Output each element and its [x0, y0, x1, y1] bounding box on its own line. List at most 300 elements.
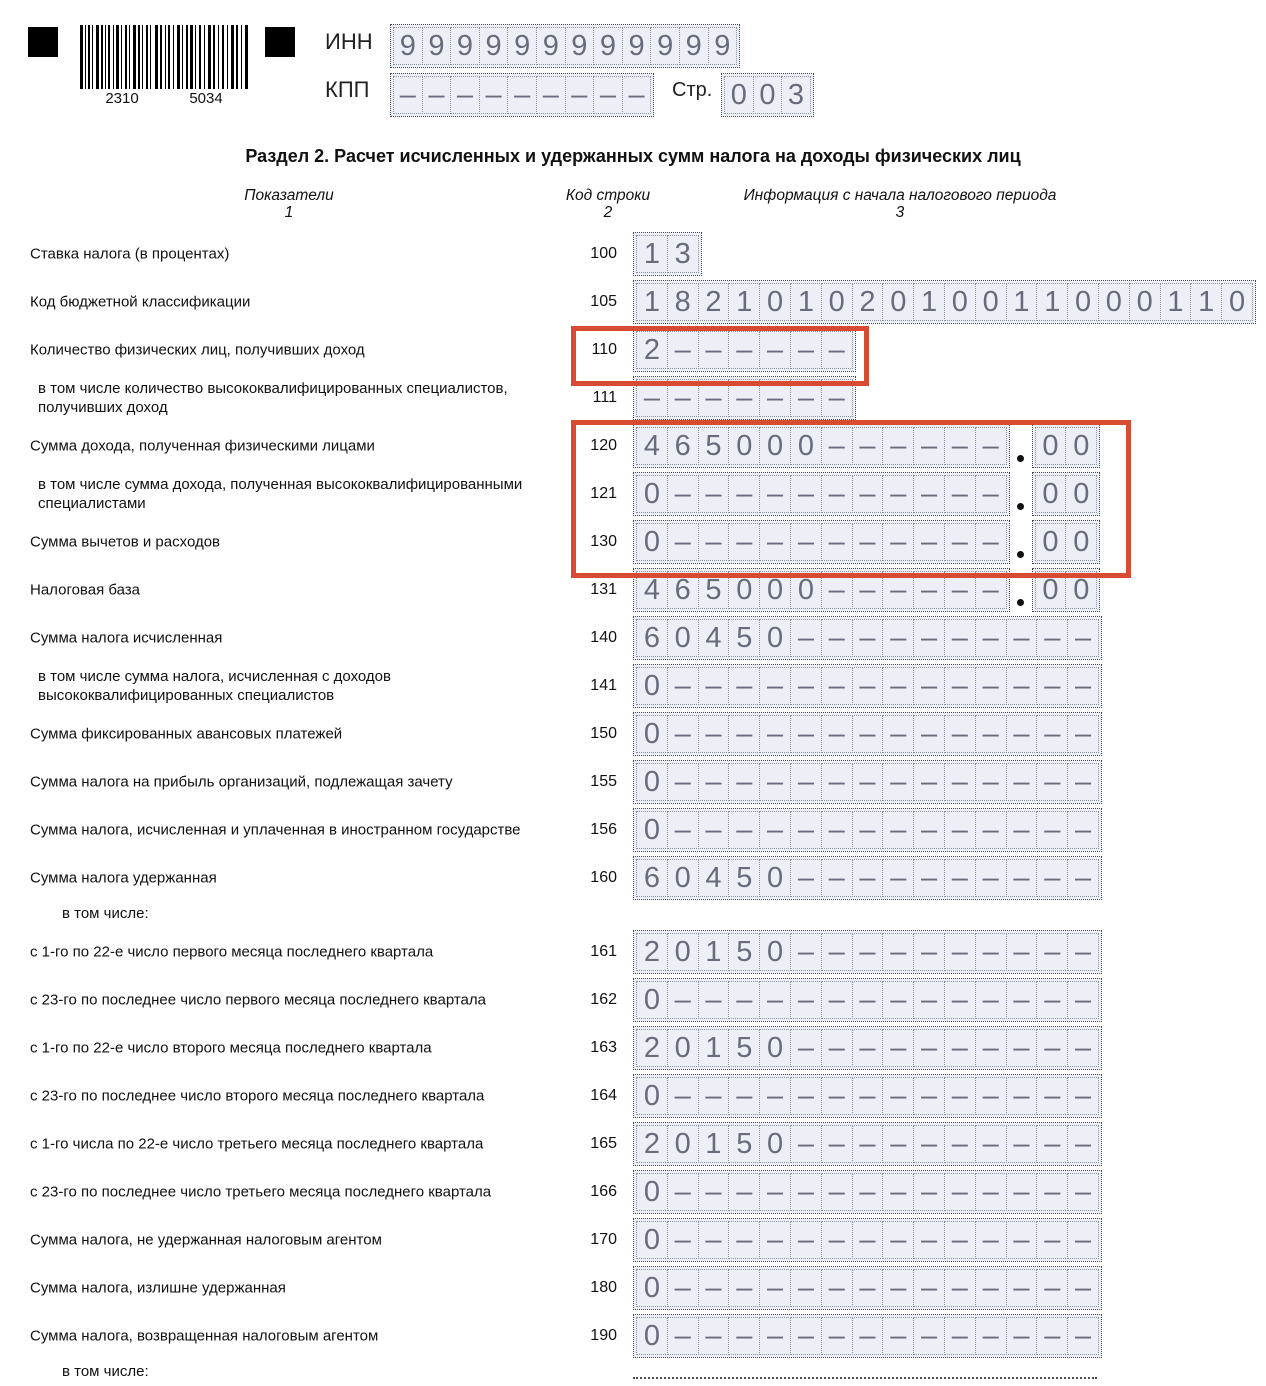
form-cell: –: [882, 1317, 914, 1355]
form-cell: –: [913, 859, 945, 897]
form-cell: 4: [698, 859, 730, 897]
row-code: 130: [590, 533, 617, 550]
form-row-130: [0, 518, 1266, 566]
row-code: 165: [590, 1135, 617, 1152]
form-cell: –: [1067, 859, 1099, 897]
row-label: Количество физических лиц, получивших доход: [30, 341, 365, 359]
rouble-cells: [633, 664, 1102, 708]
form-cell: 5: [728, 859, 760, 897]
form-row-150: [0, 710, 1266, 758]
form-cell: 0: [753, 76, 783, 114]
form-cell: –: [821, 933, 853, 971]
rouble-cells: [633, 1026, 1102, 1070]
form-cell: –: [667, 1173, 699, 1211]
row-label: с 23-го по последнее число третьего месяца последнего квартала: [30, 1183, 492, 1201]
form-cell: 0: [759, 859, 791, 897]
page-number-field: [721, 73, 814, 117]
form-cell: –: [852, 763, 884, 801]
form-cell: 4: [698, 619, 730, 657]
form-cell: –: [913, 667, 945, 705]
form-cell: –: [698, 667, 730, 705]
row-label: Сумма налога на прибыль организаций, подлежащая зачету: [30, 773, 453, 791]
form-cell: –: [728, 475, 760, 513]
registration-mark-left: [28, 27, 58, 57]
form-cell: –: [450, 76, 480, 114]
form-row-111: [0, 374, 1266, 422]
form-cell: –: [1006, 1317, 1038, 1355]
row-code: 140: [590, 629, 617, 646]
row-label: Сумма налога исчисленная: [30, 629, 223, 647]
form-cell: 0: [759, 619, 791, 657]
form-cell: –: [728, 667, 760, 705]
form-cell: –: [913, 1317, 945, 1355]
form-cell: –: [728, 331, 760, 369]
form-cell: 0: [667, 933, 699, 971]
barcode-number-right: 5034: [189, 90, 223, 107]
row-code: 100: [590, 245, 617, 262]
form-cell: –: [821, 1269, 853, 1307]
form-cell: –: [852, 933, 884, 971]
form-cell: –: [913, 571, 945, 609]
row-field: [633, 664, 1102, 708]
form-cell: –: [821, 523, 853, 561]
column-header-period-info-label: Информация с начала налогового периода: [743, 187, 1057, 204]
row-code: 155: [590, 773, 617, 790]
form-cell: –: [852, 619, 884, 657]
form-cell: –: [975, 619, 1007, 657]
column-header-indicators: [244, 187, 333, 221]
form-cell: –: [882, 619, 914, 657]
row-label: Сумма налога, возвращенная налоговым агентом: [30, 1327, 379, 1345]
kpp-label: КПП: [325, 77, 370, 102]
form-cell: –: [852, 427, 884, 465]
form-cell: –: [975, 667, 1007, 705]
form-cell: –: [790, 981, 822, 1019]
form-cell: –: [944, 475, 976, 513]
form-cell: –: [882, 1221, 914, 1259]
form-cell: –: [882, 811, 914, 849]
form-cell: 0: [636, 667, 668, 705]
form-cell: –: [1036, 859, 1068, 897]
row-field: [633, 1026, 1102, 1070]
form-cell: –: [944, 763, 976, 801]
form-cell: –: [821, 1029, 853, 1067]
form-cell: 9: [679, 27, 709, 65]
form-cell: –: [728, 1173, 760, 1211]
form-cell: –: [821, 1173, 853, 1211]
form-cell: 0: [636, 1077, 668, 1115]
form-cell: –: [728, 1221, 760, 1259]
row-label: в том числе сумма дохода, полученная высококвалифицированными специалистами: [38, 476, 523, 512]
form-cell: –: [821, 981, 853, 1019]
row-label: Налоговая база: [30, 581, 140, 599]
form-cell: –: [728, 763, 760, 801]
rouble-cells: [633, 376, 856, 420]
form-cell: –: [882, 1077, 914, 1115]
row-field: [633, 280, 1256, 324]
rouble-cells: [633, 280, 1256, 324]
form-cell: –: [790, 811, 822, 849]
form-cell: –: [790, 1029, 822, 1067]
row-field: [633, 1218, 1102, 1262]
form-cell: 0: [636, 1173, 668, 1211]
form-cell: –: [882, 1029, 914, 1067]
next-field-partial-edge: [633, 1377, 1097, 1379]
form-cell: –: [852, 475, 884, 513]
form-cell: 0: [636, 763, 668, 801]
form-cell: 0: [636, 475, 668, 513]
form-cell: –: [821, 475, 853, 513]
form-row-120: [0, 422, 1266, 470]
form-cell: 0: [759, 571, 791, 609]
form-cell: –: [913, 1269, 945, 1307]
form-cell: –: [1036, 1221, 1068, 1259]
row-field: [633, 472, 1100, 516]
row-label: Сумма дохода, полученная физическими лицами: [30, 437, 375, 455]
form-cell: 0: [728, 571, 760, 609]
row-field: [633, 616, 1102, 660]
form-cell: –: [1006, 859, 1038, 897]
form-cell: –: [698, 379, 730, 417]
rouble-cells: [633, 1314, 1102, 1358]
form-cell: 1: [1036, 283, 1068, 321]
form-cell: 0: [636, 1269, 668, 1307]
form-cell: –: [913, 1221, 945, 1259]
form-cell: –: [1006, 1173, 1038, 1211]
form-row-156: [0, 806, 1266, 854]
form-cell: –: [852, 859, 884, 897]
rouble-cells: [633, 1218, 1102, 1262]
form-cell: –: [975, 1029, 1007, 1067]
form-cell: –: [790, 475, 822, 513]
form-cell: –: [913, 1173, 945, 1211]
form-cell: –: [882, 859, 914, 897]
form-cell: –: [393, 76, 423, 114]
form-cell: –: [759, 715, 791, 753]
form-cell: –: [667, 475, 699, 513]
form-cell: 0: [882, 283, 914, 321]
row-code: 180: [590, 1279, 617, 1296]
rouble-cells: [633, 1122, 1102, 1166]
form-cell: 1: [698, 1029, 730, 1067]
form-cell: –: [1006, 1221, 1038, 1259]
form-row-170: [0, 1216, 1266, 1264]
form-cell: 0: [975, 283, 1007, 321]
form-cell: 0: [636, 811, 668, 849]
form-cell: –: [622, 76, 652, 114]
form-cell: 9: [593, 27, 623, 65]
form-cell: –: [728, 379, 760, 417]
form-cell: –: [944, 1173, 976, 1211]
barcode-numbers: [80, 90, 248, 107]
row-field: [633, 1266, 1102, 1310]
form-row-160: [0, 854, 1266, 902]
form-cell: 1: [1006, 283, 1038, 321]
column-header-line-code-label: Код строки: [565, 187, 651, 204]
rouble-cells: [633, 472, 1010, 516]
form-cell: 1: [728, 283, 760, 321]
form-cell: –: [759, 1317, 791, 1355]
form-cell: –: [728, 811, 760, 849]
form-cell: –: [759, 331, 791, 369]
row-label: с 23-го по последнее число первого месяца последнего квартала: [30, 991, 486, 1009]
form-cell: –: [944, 1077, 976, 1115]
form-cell: –: [790, 379, 822, 417]
form-cell: –: [913, 427, 945, 465]
decimal-separator: [1010, 472, 1032, 516]
row-code: 160: [590, 869, 617, 886]
form-cell: 0: [1065, 475, 1097, 513]
form-cell: –: [944, 427, 976, 465]
kopeck-cells: [1032, 520, 1101, 564]
form-cell: 9: [622, 27, 652, 65]
form-cell: –: [1067, 1029, 1099, 1067]
form-cell: –: [882, 933, 914, 971]
form-cell: –: [1036, 1269, 1068, 1307]
form-cell: –: [821, 763, 853, 801]
form-cell: –: [913, 619, 945, 657]
form-cell: –: [944, 1125, 976, 1163]
form-cell: –: [944, 715, 976, 753]
form-cell: 0: [1035, 523, 1067, 561]
form-cell: –: [975, 981, 1007, 1019]
form-cell: –: [1067, 1077, 1099, 1115]
form-cell: –: [1036, 763, 1068, 801]
form-cell: –: [667, 981, 699, 1019]
form-cell: –: [698, 715, 730, 753]
form-cell: –: [852, 1269, 884, 1307]
form-cell: 5: [698, 427, 730, 465]
form-cell: –: [852, 1077, 884, 1115]
form-cell: –: [821, 1125, 853, 1163]
form-cell: 2: [698, 283, 730, 321]
form-cell: –: [944, 811, 976, 849]
form-cell: –: [667, 763, 699, 801]
form-cell: –: [975, 763, 1007, 801]
form-cell: 0: [944, 283, 976, 321]
form-cell: 0: [1035, 475, 1067, 513]
column-header-period-info: [744, 187, 1057, 221]
form-cell: 5: [728, 619, 760, 657]
form-cell: –: [1067, 715, 1099, 753]
rouble-cells: [633, 568, 1010, 612]
form-cell: –: [790, 1077, 822, 1115]
row-code: 170: [590, 1231, 617, 1248]
row-field: [633, 1314, 1102, 1358]
form-cell: –: [667, 715, 699, 753]
form-cell: 0: [1065, 571, 1097, 609]
kopeck-cells: [1032, 472, 1101, 516]
form-cell: –: [882, 427, 914, 465]
rouble-cells: [633, 616, 1102, 660]
form-row-121: [0, 470, 1266, 518]
form-cell: –: [1036, 811, 1068, 849]
rouble-cells: [633, 712, 1102, 756]
form-cell: –: [1067, 1269, 1099, 1307]
form-cell: –: [790, 619, 822, 657]
row-code: 111: [592, 389, 617, 406]
form-cell: 1: [636, 235, 668, 273]
form-cell: 0: [759, 283, 791, 321]
form-cell: 6: [667, 427, 699, 465]
form-cell: –: [759, 981, 791, 1019]
row-field: [633, 856, 1102, 900]
form-cell: –: [882, 1269, 914, 1307]
column-header-period-info-number: 3: [895, 204, 905, 221]
page-number-label: Стр.: [672, 79, 713, 101]
form-cell: 1: [1190, 283, 1222, 321]
form-cell: 0: [1098, 283, 1130, 321]
row-code: 166: [590, 1183, 617, 1200]
form-cell: –: [759, 811, 791, 849]
form-row-180: [0, 1264, 1266, 1312]
subheading-row: [0, 902, 1266, 928]
form-cell: 0: [636, 1317, 668, 1355]
form-cell: 0: [1035, 571, 1067, 609]
form-cell: 1: [698, 1125, 730, 1163]
form-cell: –: [1036, 1317, 1068, 1355]
form-cell: –: [507, 76, 537, 114]
form-cell: –: [821, 667, 853, 705]
form-cell: –: [728, 1317, 760, 1355]
form-cell: –: [882, 763, 914, 801]
form-cell: –: [790, 1221, 822, 1259]
form-rows: [0, 230, 1266, 1386]
form-cell: –: [913, 1125, 945, 1163]
form-cell: 1: [790, 283, 822, 321]
row-field: [633, 376, 856, 420]
form-cell: 0: [636, 1221, 668, 1259]
form-cell: 9: [507, 27, 537, 65]
form-cell: 0: [724, 76, 754, 114]
inn-field: [390, 24, 740, 68]
row-code: 131: [590, 581, 617, 598]
rouble-cells: [633, 808, 1102, 852]
form-cell: –: [944, 1317, 976, 1355]
form-cell: 4: [636, 571, 668, 609]
form-cell: –: [790, 763, 822, 801]
barcode-bars: [80, 25, 248, 89]
form-cell: –: [667, 811, 699, 849]
form-cell: –: [1036, 619, 1068, 657]
row-field: [633, 328, 856, 372]
row-code: 164: [590, 1087, 617, 1104]
row-code: 190: [590, 1327, 617, 1344]
form-cell: 9: [479, 27, 509, 65]
form-cell: –: [698, 763, 730, 801]
form-cell: –: [1006, 763, 1038, 801]
form-cell: –: [821, 811, 853, 849]
form-cell: –: [852, 811, 884, 849]
form-cell: –: [1067, 763, 1099, 801]
rouble-cells: [633, 856, 1102, 900]
form-cell: –: [790, 523, 822, 561]
form-cell: –: [1036, 1173, 1068, 1211]
form-cell: –: [882, 1125, 914, 1163]
form-cell: 2: [636, 933, 668, 971]
form-cell: –: [975, 1269, 1007, 1307]
rouble-cells: [633, 1266, 1102, 1310]
form-cell: –: [913, 475, 945, 513]
form-cell: –: [975, 715, 1007, 753]
form-cell: –: [790, 1125, 822, 1163]
form-cell: 8: [667, 283, 699, 321]
form-cell: –: [975, 1173, 1007, 1211]
row-field: [633, 424, 1100, 468]
form-cell: –: [565, 76, 595, 114]
form-cell: –: [913, 715, 945, 753]
subheading-label: в том числе:: [62, 1363, 149, 1380]
row-code: 121: [590, 485, 617, 502]
row-code: 110: [591, 341, 617, 358]
form-row-155: [0, 758, 1266, 806]
form-cell: –: [852, 1317, 884, 1355]
form-cell: –: [759, 379, 791, 417]
form-cell: 5: [728, 1125, 760, 1163]
form-cell: –: [698, 1221, 730, 1259]
form-cell: –: [667, 1221, 699, 1259]
row-code: 162: [590, 991, 617, 1008]
form-cell: 6: [636, 619, 668, 657]
form-cell: –: [1067, 667, 1099, 705]
form-cell: 2: [636, 1125, 668, 1163]
form-cell: –: [698, 475, 730, 513]
rouble-cells: [633, 424, 1010, 468]
form-cell: 0: [790, 427, 822, 465]
form-cell: –: [422, 76, 452, 114]
form-cell: –: [698, 1269, 730, 1307]
form-cell: 6: [636, 859, 668, 897]
row-field: [633, 930, 1102, 974]
form-cell: –: [882, 523, 914, 561]
form-cell: –: [975, 427, 1007, 465]
form-cell: 9: [393, 27, 423, 65]
form-cell: 0: [790, 571, 822, 609]
form-cell: –: [667, 1269, 699, 1307]
form-cell: 9: [708, 27, 738, 65]
form-cell: –: [852, 1029, 884, 1067]
form-cell: –: [1006, 933, 1038, 971]
form-row-131: [0, 566, 1266, 614]
column-header-line-code-number: 2: [603, 204, 613, 221]
form-cell: 4: [636, 427, 668, 465]
kopeck-cells: [1032, 424, 1101, 468]
form-cell: 9: [422, 27, 452, 65]
decimal-separator: [1010, 520, 1032, 564]
form-cell: –: [1006, 1269, 1038, 1307]
form-cell: –: [975, 933, 1007, 971]
form-cell: 6: [667, 571, 699, 609]
form-cell: –: [479, 76, 509, 114]
form-cell: 9: [536, 27, 566, 65]
form-cell: –: [790, 1317, 822, 1355]
form-cell: –: [975, 1317, 1007, 1355]
form-row-110: [0, 326, 1266, 374]
form-cell: –: [1067, 1221, 1099, 1259]
form-cell: –: [1006, 667, 1038, 705]
rouble-cells: [633, 1074, 1102, 1118]
form-row-166: [0, 1168, 1266, 1216]
row-field: [633, 760, 1102, 804]
form-cell: –: [913, 933, 945, 971]
form-cell: –: [728, 1269, 760, 1307]
form-cell: –: [667, 331, 699, 369]
row-field: [633, 1170, 1102, 1214]
form-cell: 0: [636, 523, 668, 561]
form-cell: –: [1006, 1029, 1038, 1067]
form-cell: –: [944, 933, 976, 971]
form-cell: –: [975, 475, 1007, 513]
